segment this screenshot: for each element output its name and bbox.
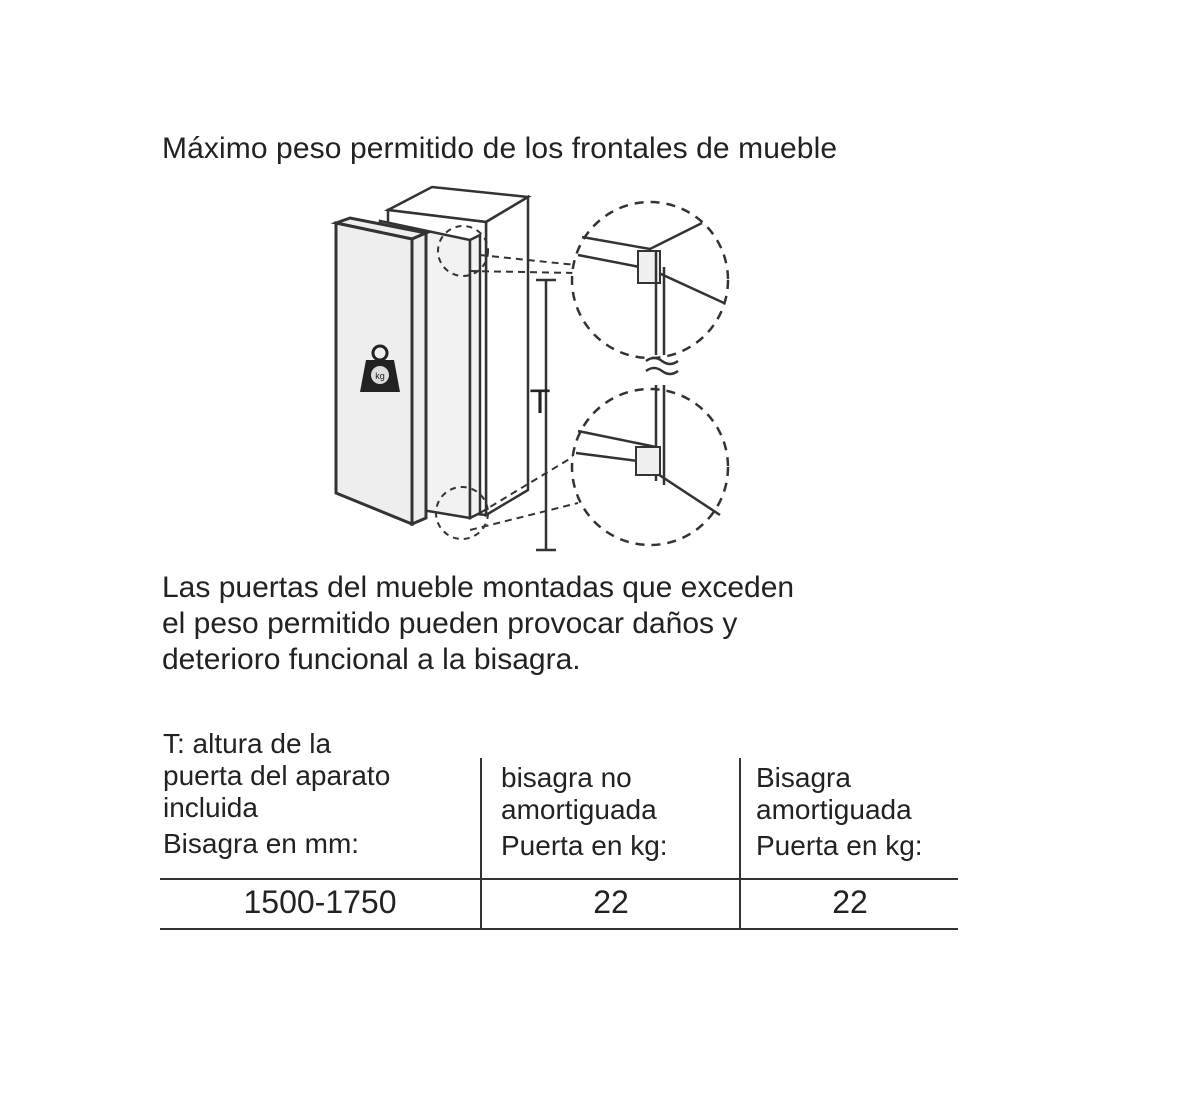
- header-divider: [160, 878, 958, 880]
- header-line: T: altura de la: [163, 728, 332, 759]
- warning-line: deterioro funcional a la bisagra.: [162, 643, 581, 676]
- table-cell-damped-weight: 22: [832, 884, 868, 920]
- column-unit: Bisagra en mm:: [163, 828, 360, 859]
- page-title: Máximo peso permitido de los frontales de mueble: [162, 132, 838, 165]
- column-unit: Puerta en kg:: [756, 830, 923, 861]
- column-header-height: [163, 728, 478, 878]
- warning-line: Las puertas del mueble montadas que exceden: [162, 571, 795, 604]
- table-cell-height-range: 1500-1750: [243, 884, 397, 920]
- header-line: bisagra no: [501, 762, 632, 793]
- refrigerator-door-diagram: [320, 185, 740, 560]
- header-line: amortiguada: [756, 794, 912, 825]
- column-unit: Puerta en kg:: [501, 830, 668, 861]
- warning-text: [162, 570, 922, 678]
- header-line: amortiguada: [501, 794, 657, 825]
- table-bottom-rule: [160, 928, 958, 930]
- hinge-detail-bottom: [572, 385, 728, 545]
- header-line: Bisagra: [756, 762, 851, 793]
- table-cell-undamped-weight: 22: [593, 884, 629, 920]
- header-line: incluida: [163, 792, 258, 823]
- hinge-detail-top: [572, 202, 728, 358]
- height-label: T: [529, 383, 551, 421]
- break-marks: [646, 358, 678, 374]
- weight-icon-label: kg: [375, 371, 385, 381]
- warning-line: el peso permitido pueden provocar daños y: [162, 607, 738, 640]
- header-line: puerta del aparato: [163, 760, 391, 791]
